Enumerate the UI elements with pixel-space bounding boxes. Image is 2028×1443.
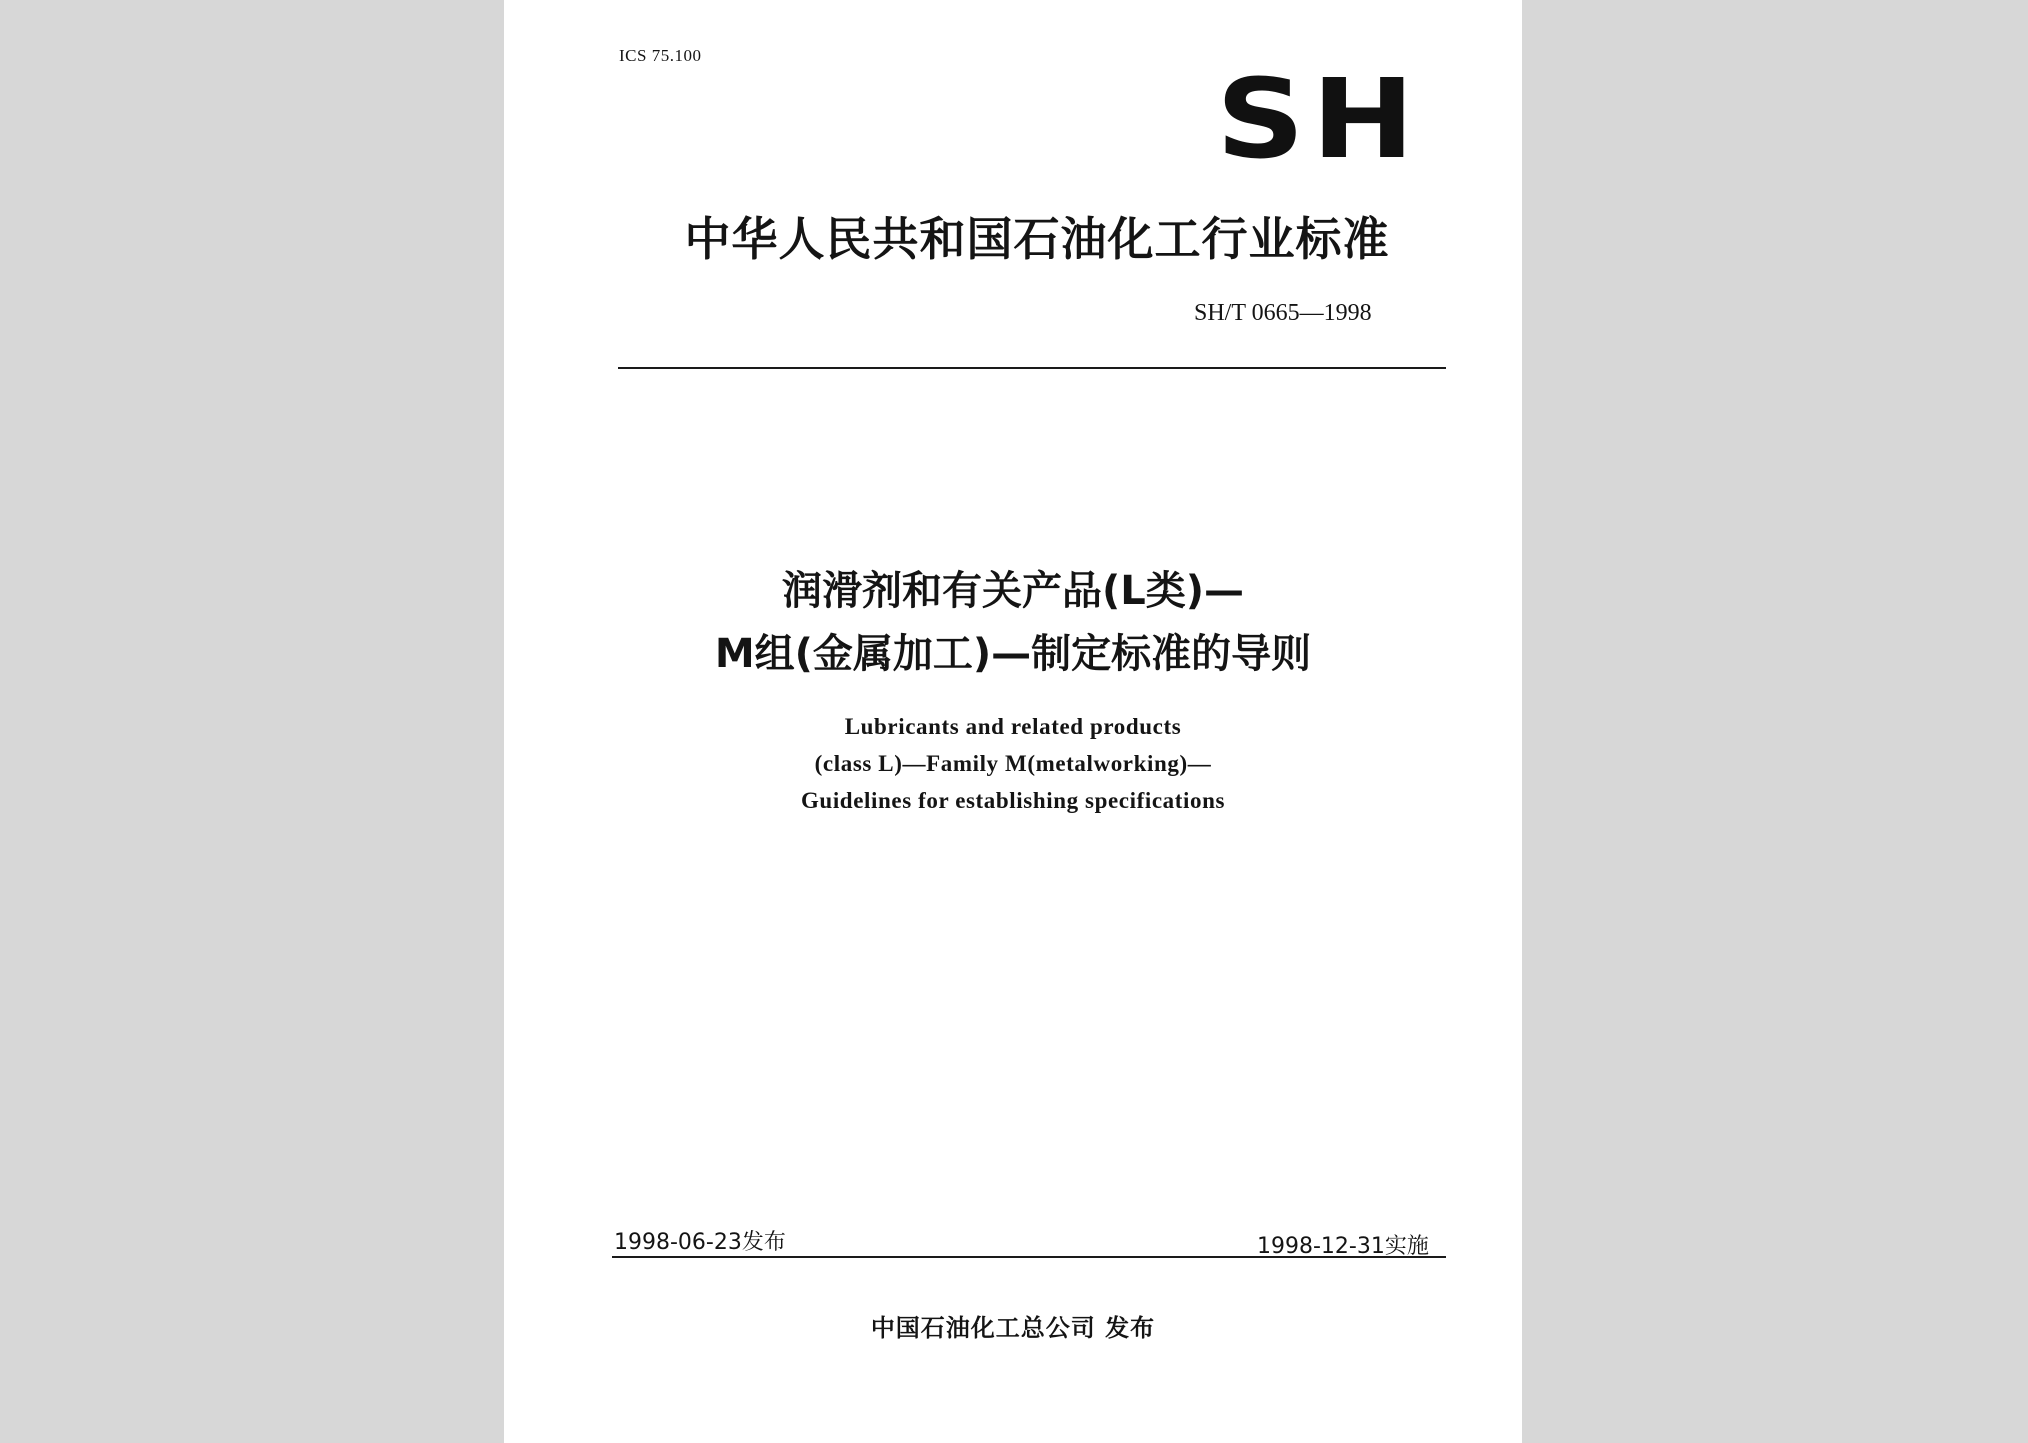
english-title-line-2: (class L)—Family M(metalworking)— — [814, 751, 1212, 776]
sh-logo: SH — [1216, 55, 1422, 183]
ics-code: ICS 75.100 — [619, 46, 702, 65]
implementation-date: 1998-12-31实施 — [1257, 1234, 1429, 1259]
standard-category-title: 中华人民共和国石油化工行业标准 — [684, 212, 1390, 266]
chinese-title-line-1: 润滑剂和有关产品(L类)— — [781, 568, 1245, 614]
english-title-line-3: Guidelines for establishing specifications — [800, 788, 1226, 813]
footer-divider — [612, 1256, 1446, 1258]
standard-number: SH/T 0665—1998 — [1194, 300, 1372, 326]
chinese-title-line-2: M组(金属加工)—制定标准的导则 — [714, 631, 1312, 677]
document-page — [504, 0, 1522, 1443]
publisher: 中国石油化工总公司 发布 — [870, 1314, 1156, 1342]
header-divider — [618, 367, 1446, 369]
issue-date: 1998-06-23发布 — [614, 1230, 786, 1255]
english-title-line-1: Lubricants and related products — [844, 714, 1182, 739]
